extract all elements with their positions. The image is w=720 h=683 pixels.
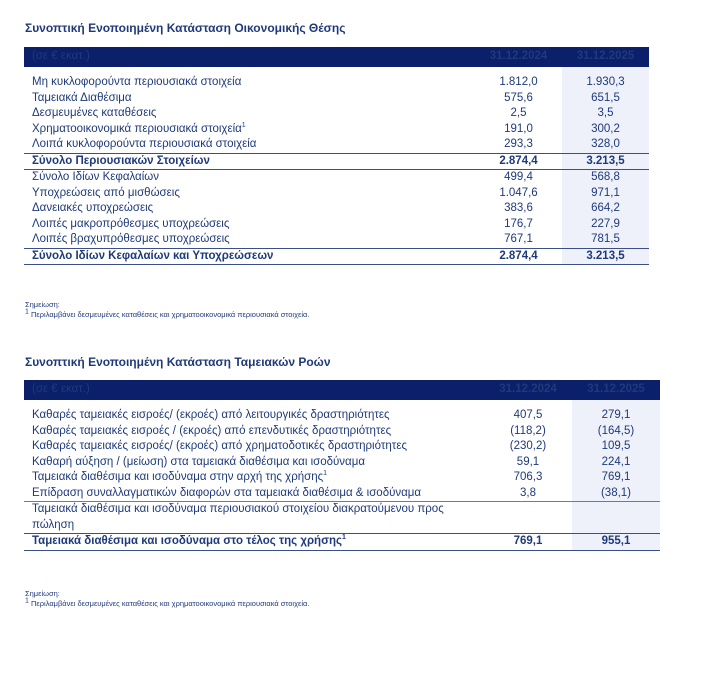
- spacer-row: [24, 67, 649, 75]
- value-2025: 971,1: [562, 186, 649, 202]
- cash-flow-note: [25, 589, 309, 609]
- table-row: [24, 91, 649, 107]
- row-label-text: Καθαρές ταμειακές εισροές / (εκροές) από επενδυτικές δραστηριότητες: [32, 424, 392, 437]
- table-row: [24, 217, 649, 233]
- column-header-2024: 31.12.2024: [499, 383, 557, 396]
- table-row: [24, 408, 660, 424]
- row-label-text: Δανειακές υποχρεώσεις: [32, 202, 154, 214]
- table-header-row: [24, 380, 660, 400]
- spacer-cell: [572, 400, 660, 408]
- total-row: [24, 534, 660, 551]
- note-text: Περιλαμβάνει δεσμευμένες καταθέσεις και χρηματοοικονομικά περιουσιακά στοιχεία.: [31, 310, 310, 319]
- value-2024: 2,5: [510, 107, 527, 119]
- footnote-superscript: 1: [341, 534, 346, 542]
- row-label: [24, 137, 475, 153]
- column-header-2024: 31.12.2024: [489, 50, 548, 63]
- value-2024: (118,2): [510, 424, 546, 437]
- row-label: [24, 186, 475, 202]
- footnote-superscript: 1: [241, 121, 246, 129]
- row-label-text: Δεσμευμένες καταθέσεις: [32, 107, 157, 119]
- value-2024: 176,7: [504, 217, 533, 230]
- row-label-text: Ταμειακά διαθέσιμα και ισοδύναμα στην αρχή της χρήσης: [32, 471, 324, 483]
- spacer-cell: [24, 67, 475, 75]
- row-label-text: Ταμειακά Διαθέσιμα: [32, 91, 132, 104]
- value-2024: 499,4: [504, 171, 533, 183]
- row-label-text: Λοιπές μακροπρόθεσμες υποχρεώσεις: [32, 217, 230, 230]
- value-2024: 767,1: [504, 233, 533, 245]
- value-2025: 3,5: [562, 106, 649, 122]
- note-superscript: 1: [25, 308, 29, 316]
- unit-label: (σε € εκατ.): [32, 50, 90, 63]
- table-row: [24, 186, 649, 202]
- value-2024: 575,6: [504, 91, 533, 104]
- value-2025: 109,5: [572, 439, 660, 455]
- value-2024: [484, 502, 572, 534]
- value-2025: 3.213,5: [562, 248, 649, 265]
- unit-label: (σε € εκατ.): [32, 383, 90, 396]
- row-label: [24, 232, 475, 248]
- value-2024: 3,8: [520, 486, 536, 499]
- row-label-text: Καθαρές ταμειακές εισροές/ (εκροές) από χρηματοδοτικές δραστηριότητες: [32, 440, 407, 452]
- value-2025: 328,0: [562, 137, 649, 153]
- table-row: [24, 122, 649, 138]
- value-2024: 2.874,4: [475, 153, 562, 170]
- table-header-row: [24, 47, 649, 67]
- table-row: [24, 424, 660, 440]
- row-label: [24, 502, 484, 534]
- value-2025: 781,5: [562, 232, 649, 248]
- value-2024: 769,1: [484, 534, 572, 551]
- value-2025: (164,5): [572, 424, 660, 440]
- table-row: [24, 502, 660, 534]
- row-label: [24, 75, 475, 91]
- value-2024: 706,3: [513, 471, 543, 483]
- row-label: [24, 455, 484, 471]
- note-text-line: [25, 310, 309, 320]
- value-2024: 1.047,6: [499, 186, 538, 199]
- row-label: [24, 408, 484, 424]
- note-text-line: [25, 599, 309, 609]
- table-row: [24, 439, 660, 455]
- value-2025: 3.213,5: [562, 153, 649, 170]
- row-label-text: Λοιπά κυκλοφορούντα περιουσιακά στοιχεία: [32, 138, 257, 150]
- table-row: [24, 201, 649, 217]
- row-label: [24, 170, 475, 186]
- row-label: [24, 439, 484, 455]
- row-label-text: Υποχρεώσεις από μισθώσεις: [32, 186, 180, 199]
- row-label: [24, 153, 475, 170]
- balance-sheet-title: Συνοπτική Ενοποιημένη Κατάσταση Οικονομικής Θέσης: [25, 21, 346, 35]
- table-row: [24, 170, 649, 186]
- note-text: Περιλαμβάνει δεσμευμένες καταθέσεις και χρηματοοικονομικά περιουσιακά στοιχεία.: [31, 599, 310, 608]
- value-2024: 383,6: [504, 202, 533, 214]
- row-label: [24, 91, 475, 107]
- cash-flow-title: Συνοπτική Ενοποιημένη Κατάσταση Ταμειακών Ροών: [25, 355, 331, 369]
- spacer-row: [24, 400, 660, 408]
- value-2025: 279,1: [572, 408, 660, 424]
- row-label-text: Σύνολο Ιδίων Κεφαλαίων: [32, 171, 159, 183]
- cash-flow-table: [24, 380, 660, 551]
- spacer-cell: [562, 67, 649, 75]
- value-2024: 293,3: [504, 138, 533, 150]
- value-2024: 1.812,0: [499, 76, 538, 88]
- column-header-2025: 31.12.2025: [587, 383, 645, 396]
- row-label-text: Σύνολο Περιουσιακών Στοιχείων: [32, 154, 210, 167]
- note-superscript: 1: [25, 597, 29, 605]
- note-heading: Σημείωση:: [25, 589, 60, 598]
- table-row: [24, 486, 660, 502]
- value-2025: 300,2: [562, 122, 649, 138]
- table-row: [24, 137, 649, 153]
- column-header-2025: 31.12.2025: [576, 50, 635, 63]
- table-row: [24, 455, 660, 471]
- row-label-text: Λοιπές βραχυπρόθεσμες υποχρεώσεις: [32, 233, 230, 245]
- row-label-text: Καθαρή αύξηση / (μείωση) στα ταμειακά διαθέσιμα και ισοδύναμα: [32, 455, 365, 468]
- footnote-superscript: 1: [323, 470, 328, 478]
- value-2024: 191,0: [504, 122, 533, 135]
- table-row: [24, 232, 649, 248]
- value-2025: 955,1: [572, 534, 660, 551]
- value-2024: 2.874,4: [475, 248, 562, 265]
- row-label-text: Μη κυκλοφορούντα περιουσιακά στοιχεία: [32, 76, 242, 88]
- row-label-text: Επίδραση συναλλαγματικών διαφορών στα ταμειακά διαθέσιμα & ισοδύναμα: [32, 486, 422, 499]
- note-heading: Σημείωση:: [25, 300, 60, 309]
- row-label-text: Ταμειακά διαθέσιμα και ισοδύναμα περιουσιακού στοιχείου διακρατούμενου προς πώληση: [32, 503, 444, 531]
- spacer-cell: [24, 400, 484, 408]
- value-2025: 664,2: [562, 201, 649, 217]
- value-2024: (230,2): [509, 440, 547, 452]
- row-label-text: Καθαρές ταμειακές εισροές/ (εκροές) από λειτουργικές δραστηριότητες: [32, 409, 390, 421]
- value-2025: [572, 502, 660, 534]
- row-label: [24, 424, 484, 440]
- value-2025: 568,8: [562, 170, 649, 186]
- value-2025: 1.930,3: [562, 75, 649, 91]
- row-label: [24, 106, 475, 122]
- table-row: [24, 470, 660, 486]
- row-label: [24, 122, 475, 138]
- row-label: [24, 470, 484, 486]
- total-row: [24, 248, 649, 265]
- total-row: [24, 153, 649, 170]
- value-2025: (38,1): [572, 486, 660, 502]
- value-2024: 59,1: [516, 455, 540, 468]
- table-row: [24, 106, 649, 122]
- table-row: [24, 75, 649, 91]
- row-label: [24, 201, 475, 217]
- value-2025: 227,9: [562, 217, 649, 233]
- spacer-cell: [475, 67, 562, 75]
- value-2025: 224,1: [572, 455, 660, 471]
- row-label: [24, 217, 475, 233]
- balance-sheet-table: [24, 47, 649, 265]
- row-label: [24, 248, 475, 265]
- row-label-text: Ταμειακά διαθέσιμα και ισοδύναμα στο τέλος της χρήσης: [32, 535, 342, 547]
- row-label: [24, 486, 484, 502]
- value-2024: 407,5: [513, 409, 543, 421]
- balance-sheet-note: [25, 300, 309, 320]
- spacer-cell: [484, 400, 572, 408]
- value-2025: 769,1: [572, 470, 660, 486]
- row-label: [24, 534, 484, 551]
- row-label-text: Σύνολο Ιδίων Κεφαλαίων και Υποχρεώσεων: [32, 249, 274, 262]
- row-label-text: Χρηματοοικονομικά περιουσιακά στοιχεία: [32, 122, 242, 135]
- value-2025: 651,5: [562, 91, 649, 107]
